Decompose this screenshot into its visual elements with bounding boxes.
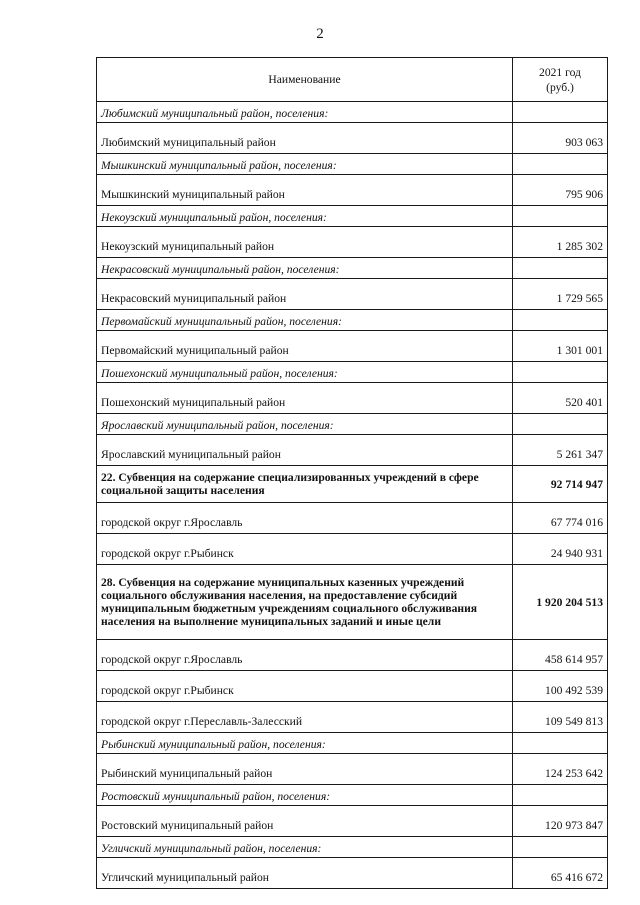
row-name: Мышкинский муниципальный район bbox=[97, 175, 513, 206]
row-value bbox=[513, 154, 608, 175]
row-name: Первомайский муниципальный район, поселения: bbox=[97, 310, 513, 331]
section-row bbox=[97, 102, 608, 123]
row-value bbox=[513, 102, 608, 123]
row-name: Некоузский муниципальный район bbox=[97, 227, 513, 258]
row-value bbox=[513, 733, 608, 754]
row-value: 1 285 302 bbox=[513, 227, 608, 258]
table-row bbox=[97, 806, 608, 837]
row-value: 100 492 539 bbox=[513, 671, 608, 702]
table-row bbox=[97, 640, 608, 671]
table-row bbox=[97, 175, 608, 206]
row-value: 65 416 672 bbox=[513, 858, 608, 889]
section-row bbox=[97, 258, 608, 279]
section-row bbox=[97, 733, 608, 754]
table-row bbox=[97, 279, 608, 310]
row-value: 458 614 957 bbox=[513, 640, 608, 671]
table-row bbox=[97, 754, 608, 785]
row-value: 92 714 947 bbox=[513, 466, 608, 503]
row-value bbox=[513, 785, 608, 806]
row-value bbox=[513, 362, 608, 383]
table-header-row bbox=[97, 58, 608, 102]
table-row bbox=[97, 858, 608, 889]
budget-table bbox=[96, 57, 608, 889]
section-row bbox=[97, 414, 608, 435]
row-value: 520 401 bbox=[513, 383, 608, 414]
row-value: 1 729 565 bbox=[513, 279, 608, 310]
row-value: 109 549 813 bbox=[513, 702, 608, 733]
row-name: 22. Субвенция на содержание специализированных учреждений в сфере социальной защиты населения bbox=[97, 466, 513, 503]
row-name: Любимский муниципальный район bbox=[97, 123, 513, 154]
row-value: 1 301 001 bbox=[513, 331, 608, 362]
header-name: Наименование bbox=[97, 58, 513, 102]
row-name: Рыбинский муниципальный район bbox=[97, 754, 513, 785]
section-row bbox=[97, 310, 608, 331]
row-name: Угличский муниципальный район, поселения: bbox=[97, 837, 513, 858]
table-row bbox=[97, 383, 608, 414]
row-name: городской округ г.Ярославль bbox=[97, 640, 513, 671]
row-name: городской округ г.Рыбинск bbox=[97, 671, 513, 702]
row-name: Некрасовский муниципальный район bbox=[97, 279, 513, 310]
row-value: 124 253 642 bbox=[513, 754, 608, 785]
row-name: Мышкинский муниципальный район, поселения: bbox=[97, 154, 513, 175]
section-row bbox=[97, 785, 608, 806]
header-value-unit: (руб.) bbox=[546, 80, 574, 94]
table-row bbox=[97, 534, 608, 565]
row-value: 67 774 016 bbox=[513, 503, 608, 534]
row-name: городской округ г.Переславль-Залесский bbox=[97, 702, 513, 733]
row-name: 28. Субвенция на содержание муниципальных казенных учреждений социального обслуживания населения, на предоставление субсидий муниципальным бюджетным учреждениям социального обслуживания населения на выполнение муниципальных заданий и иные цели bbox=[97, 565, 513, 640]
row-value bbox=[513, 206, 608, 227]
section-row bbox=[97, 837, 608, 858]
section-row bbox=[97, 206, 608, 227]
row-name: городской округ г.Рыбинск bbox=[97, 534, 513, 565]
subvention-row bbox=[97, 466, 608, 503]
row-value bbox=[513, 258, 608, 279]
row-value: 24 940 931 bbox=[513, 534, 608, 565]
row-name: Первомайский муниципальный район bbox=[97, 331, 513, 362]
row-name: Пошехонский муниципальный район, поселения: bbox=[97, 362, 513, 383]
section-row bbox=[97, 154, 608, 175]
section-row bbox=[97, 362, 608, 383]
subvention-row bbox=[97, 565, 608, 640]
row-value: 120 973 847 bbox=[513, 806, 608, 837]
row-name: Некоузский муниципальный район, поселения: bbox=[97, 206, 513, 227]
row-value bbox=[513, 414, 608, 435]
table-body bbox=[97, 102, 608, 889]
row-value bbox=[513, 837, 608, 858]
row-name: Пошехонский муниципальный район bbox=[97, 383, 513, 414]
table-row bbox=[97, 503, 608, 534]
row-name: Угличский муниципальный район bbox=[97, 858, 513, 889]
row-name: Любимский муниципальный район, поселения: bbox=[97, 102, 513, 123]
table-row bbox=[97, 702, 608, 733]
row-name: Ростовский муниципальный район bbox=[97, 806, 513, 837]
row-name: Ярославский муниципальный район, поселения: bbox=[97, 414, 513, 435]
row-value: 903 063 bbox=[513, 123, 608, 154]
row-name: Рыбинский муниципальный район, поселения: bbox=[97, 733, 513, 754]
table-row bbox=[97, 435, 608, 466]
table-row bbox=[97, 123, 608, 154]
row-name: Некрасовский муниципальный район, поселения: bbox=[97, 258, 513, 279]
row-value bbox=[513, 310, 608, 331]
row-name: Ярославский муниципальный район bbox=[97, 435, 513, 466]
header-value-year: 2021 год bbox=[539, 65, 581, 79]
page-number: 2 bbox=[316, 26, 324, 42]
row-name: городской округ г.Ярославль bbox=[97, 503, 513, 534]
header-value bbox=[513, 58, 608, 102]
row-value: 1 920 204 513 bbox=[513, 565, 608, 640]
table-row bbox=[97, 671, 608, 702]
table-row bbox=[97, 331, 608, 362]
row-value: 5 261 347 bbox=[513, 435, 608, 466]
table-row bbox=[97, 227, 608, 258]
row-name: Ростовский муниципальный район, поселения: bbox=[97, 785, 513, 806]
row-value: 795 906 bbox=[513, 175, 608, 206]
